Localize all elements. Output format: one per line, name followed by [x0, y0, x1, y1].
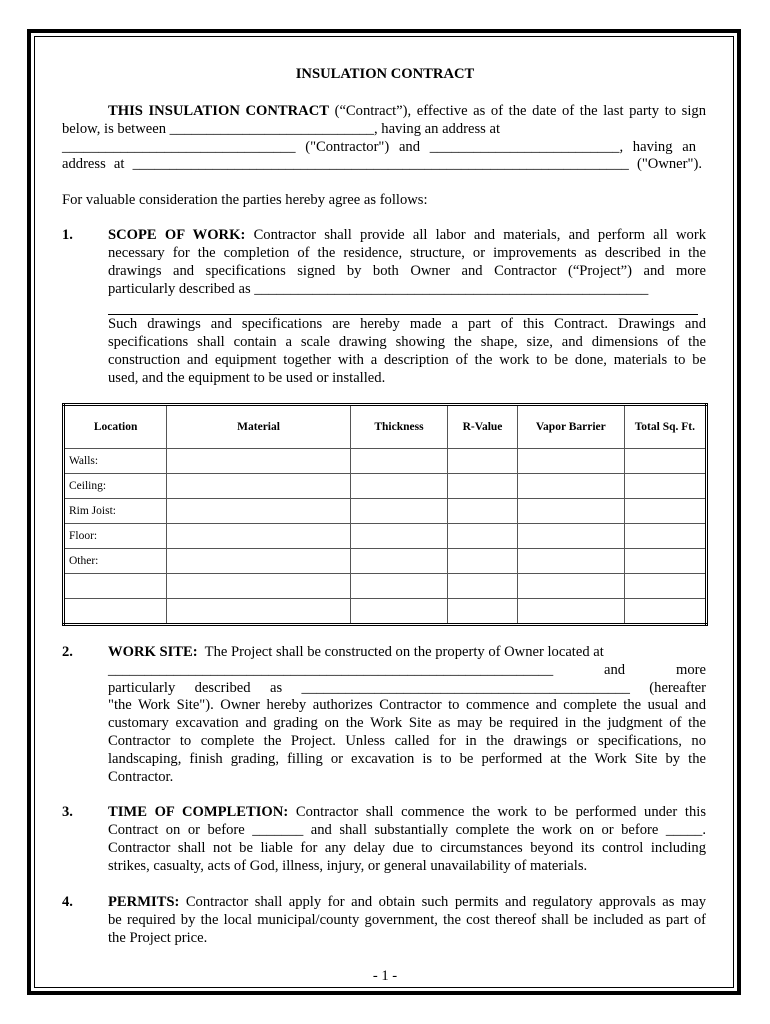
section-line: particularly described as _____________________________________________ (hereafter [108, 680, 706, 696]
document-title: INSULATION CONTRACT [295, 66, 475, 82]
intro-line-4: address at ____________________________________________________________________ ("Owner"). [62, 156, 702, 172]
section-number: 4. [62, 894, 73, 910]
table-cell[interactable] [448, 574, 518, 599]
row-label: Rim Joist: [64, 499, 167, 524]
section-line: necessary for the completion of the residence, structure, or improvements as described in the [108, 245, 706, 261]
column-header: Thickness [350, 405, 447, 449]
row-label: Other: [64, 549, 167, 574]
row-label: Walls: [64, 449, 167, 474]
section-line [108, 893, 706, 911]
table-cell[interactable] [350, 524, 447, 549]
intro-bold: THIS INSULATION CONTRACT [108, 103, 329, 119]
intro-line-2: below, is between ____________________________, having an address at [62, 121, 501, 137]
section-line [108, 803, 706, 821]
table-row [64, 574, 707, 599]
table-cell[interactable] [167, 599, 351, 625]
section-heading: PERMITS: [108, 894, 180, 910]
intro-line-1 [108, 102, 706, 120]
section-line: construction and equipment together with a description of the work to be done, materials to be [108, 352, 706, 368]
section-line: drawings and specifications signed by both Owner and Contractor (“Project”) and more [108, 263, 706, 279]
section-line: _____________________________________________________________ and more [108, 662, 706, 678]
table-cell[interactable] [448, 474, 518, 499]
table-row [64, 449, 707, 474]
table-row [64, 549, 707, 574]
section-line: be required by the local municipal/county government, the cost thereof shall be included as part of [108, 912, 706, 928]
table-cell[interactable] [517, 474, 624, 499]
consideration-text: For valuable consideration the parties hereby agree as follows: [62, 192, 428, 208]
table-cell[interactable] [624, 599, 706, 625]
section-line: used, and the equipment to be used or installed. [108, 370, 386, 386]
section-line: strikes, casualty, acts of God, illness, injury, or general unavailability of materials. [108, 858, 588, 874]
section-text: The Project shall be constructed on the property of Owner located at [204, 644, 604, 660]
insulation-table [62, 403, 708, 626]
row-label: Floor: [64, 524, 167, 549]
section-line: specifications shall contain a scale drawing showing the shape, size, and dimensions of the [108, 334, 706, 350]
section-line [108, 643, 706, 661]
table-cell[interactable] [350, 499, 447, 524]
table-cell[interactable] [624, 499, 706, 524]
table-cell[interactable] [167, 574, 351, 599]
table-cell[interactable] [350, 599, 447, 625]
section-heading: WORK SITE: [108, 644, 198, 660]
table-row [64, 524, 707, 549]
table-cell[interactable] [350, 474, 447, 499]
section-heading: SCOPE OF WORK: [108, 227, 246, 243]
table-cell[interactable] [517, 549, 624, 574]
table-cell[interactable] [167, 549, 351, 574]
row-label [64, 599, 167, 625]
table-cell[interactable] [448, 549, 518, 574]
table-cell[interactable] [624, 474, 706, 499]
column-header: R-Value [448, 405, 518, 449]
table-cell[interactable] [517, 449, 624, 474]
table-cell[interactable] [517, 524, 624, 549]
column-header: Vapor Barrier [517, 405, 624, 449]
table-cell[interactable] [167, 499, 351, 524]
section-text: Contractor shall commence the work to be performed under this [295, 804, 707, 820]
table-row [64, 599, 707, 625]
column-header: Total Sq. Ft. [624, 405, 706, 449]
table-cell[interactable] [448, 524, 518, 549]
table-cell[interactable] [624, 449, 706, 474]
section-line: Contract on or before _______ and shall substantially complete the work on or before _____. [108, 822, 706, 838]
table-cell[interactable] [350, 449, 447, 474]
table-cell[interactable] [167, 474, 351, 499]
table-cell[interactable] [624, 549, 706, 574]
section-line: Contractor to complete the Project. Unless called for in the drawings or specifications, no [108, 733, 706, 749]
section-line: Contractor shall not be liable for any delay due to circumstances beyond its control including [108, 840, 706, 856]
table-cell[interactable] [448, 499, 518, 524]
blank-line [108, 314, 698, 315]
table-cell[interactable] [517, 574, 624, 599]
section-line: customary excavation and grading on the Work Site as may be required in the judgment of the [108, 715, 706, 731]
section-text: Contractor shall apply for and obtain such permits and regulatory approvals as may [185, 894, 706, 910]
section-line: the Project price. [108, 930, 208, 946]
section-line: landscaping, finish grading, filling or excavation is to be performed at the Work Site by the [108, 751, 706, 767]
section-number: 1. [62, 227, 73, 243]
section-line: "the Work Site"). Owner hereby authorizes Contractor to commence and complete the usual and [108, 697, 706, 713]
section-text: Contractor shall provide all labor and materials, and perform all work [253, 227, 707, 243]
column-header: Material [167, 405, 351, 449]
table-cell[interactable] [624, 524, 706, 549]
intro-line-3: ________________________________ ("Contractor") and __________________________, having an [62, 139, 696, 155]
table-row [64, 499, 707, 524]
section-line: particularly described as ______________________________________________________ [108, 281, 649, 297]
table-cell[interactable] [448, 599, 518, 625]
table-cell[interactable] [448, 449, 518, 474]
table-cell[interactable] [350, 549, 447, 574]
table-cell[interactable] [517, 499, 624, 524]
column-header: Location [64, 405, 167, 449]
row-label: Ceiling: [64, 474, 167, 499]
row-label [64, 574, 167, 599]
page-number: - 1 - [372, 968, 398, 984]
table-cell[interactable] [517, 599, 624, 625]
table-cell[interactable] [167, 449, 351, 474]
section-number: 2. [62, 644, 73, 660]
section-heading: TIME OF COMPLETION: [108, 804, 289, 820]
table-row [64, 474, 707, 499]
table-cell[interactable] [624, 574, 706, 599]
intro-line-1-rest: (“Contract”), effective as of the date of the last party to sign [328, 103, 706, 119]
section-line [108, 226, 706, 244]
table-cell[interactable] [167, 524, 351, 549]
section-number: 3. [62, 804, 73, 820]
table-cell[interactable] [350, 574, 447, 599]
section-line: Such drawings and specifications are hereby made a part of this Contract. Drawings and [108, 316, 706, 332]
section-line: Contractor. [108, 769, 174, 785]
